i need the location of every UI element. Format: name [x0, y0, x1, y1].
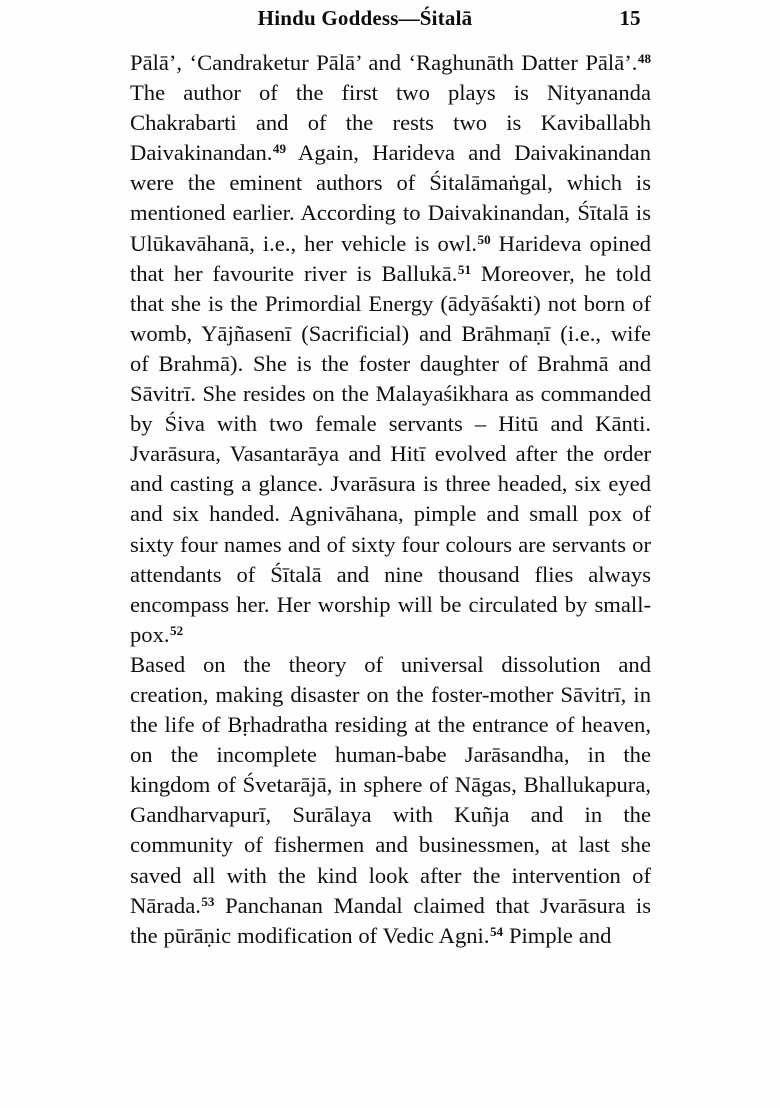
- footnote-marker-53: 53: [201, 893, 215, 909]
- running-header: [0, 0, 780, 40]
- page-number: 15: [619, 6, 641, 30]
- footnote-marker-49: 49: [272, 141, 287, 157]
- running-header-title: Hindu Goddess—Śitalā: [257, 6, 473, 30]
- footnote-marker-50: 50: [477, 231, 491, 247]
- footnote-marker-54: 54: [490, 923, 504, 939]
- paragraph-1: Pālā’, ‘Candraketur Pālā’ and ‘Raghunāth Datter Pālā’.$^{48}$ The author of the first two plays is Nityananda Chakrabarti and of the rests two is Kaviballabh Daivakinandan.$^{49}$ Again, Harideva and Daivakinandan were the eminent authors of Śitalāmaṅgal, which is mentioned earlier. According to Daivakinandan, Śītalā is Ulūkavāhanā, i.e., her vehicle is owl.$^{50}$ Harideva opined that her favourite river is Ballukā.$^{51}$ Moreover, he told that she is the Primordial Energy (ādyāśakti) not born of womb, Yājñasenī (Sacrificial) and Brāhmaṇī (i.e., wife of Brahmā). She is the foster daughter of Brahmā and Sāvitrī. She resides on the Malayaśikhara as commanded by Śiva with two female servants – Hitū and Kānti. Jvarāsura, Vasantarāya and Hitī evolved after the order and casting a glance. Jvarāsura is three headed, six eyed and six handed. Agnivāhana, pimple and small pox of sixty four names and of sixty four colours are servants or attendants of Śītalā and nine thousand flies always encompass her. Her worship will be circulated by small-pox.$^{52}$: [130, 50, 651, 647]
- footnote-marker-52: 52: [170, 622, 184, 638]
- footnote-marker-48: 48: [637, 51, 651, 67]
- paragraph-2: Based on the theory of universal dissolution and creation, making disaster on the foster-mother Sāvitrī, in the life of Bṛhadratha residing at the entrance of heaven, on the incomplete human-babe Jarāsandha, in the kingdom of Śvetarājā, in sphere of Nāgas, Bhallukapura, Gandharvapurī, Surālaya with Kuñja and in the community of fishermen and businessmen, at last she saved all with the kind look after the intervention of Nārada.$^{53}$ Panchanan Mandal claimed that Jvarāsura is the pūrāṇic modification of Vedic Agni.$^{54}$ Pimple and: [130, 651, 651, 948]
- footnote-marker-51: 51: [457, 261, 471, 277]
- body-text-block: [130, 48, 651, 951]
